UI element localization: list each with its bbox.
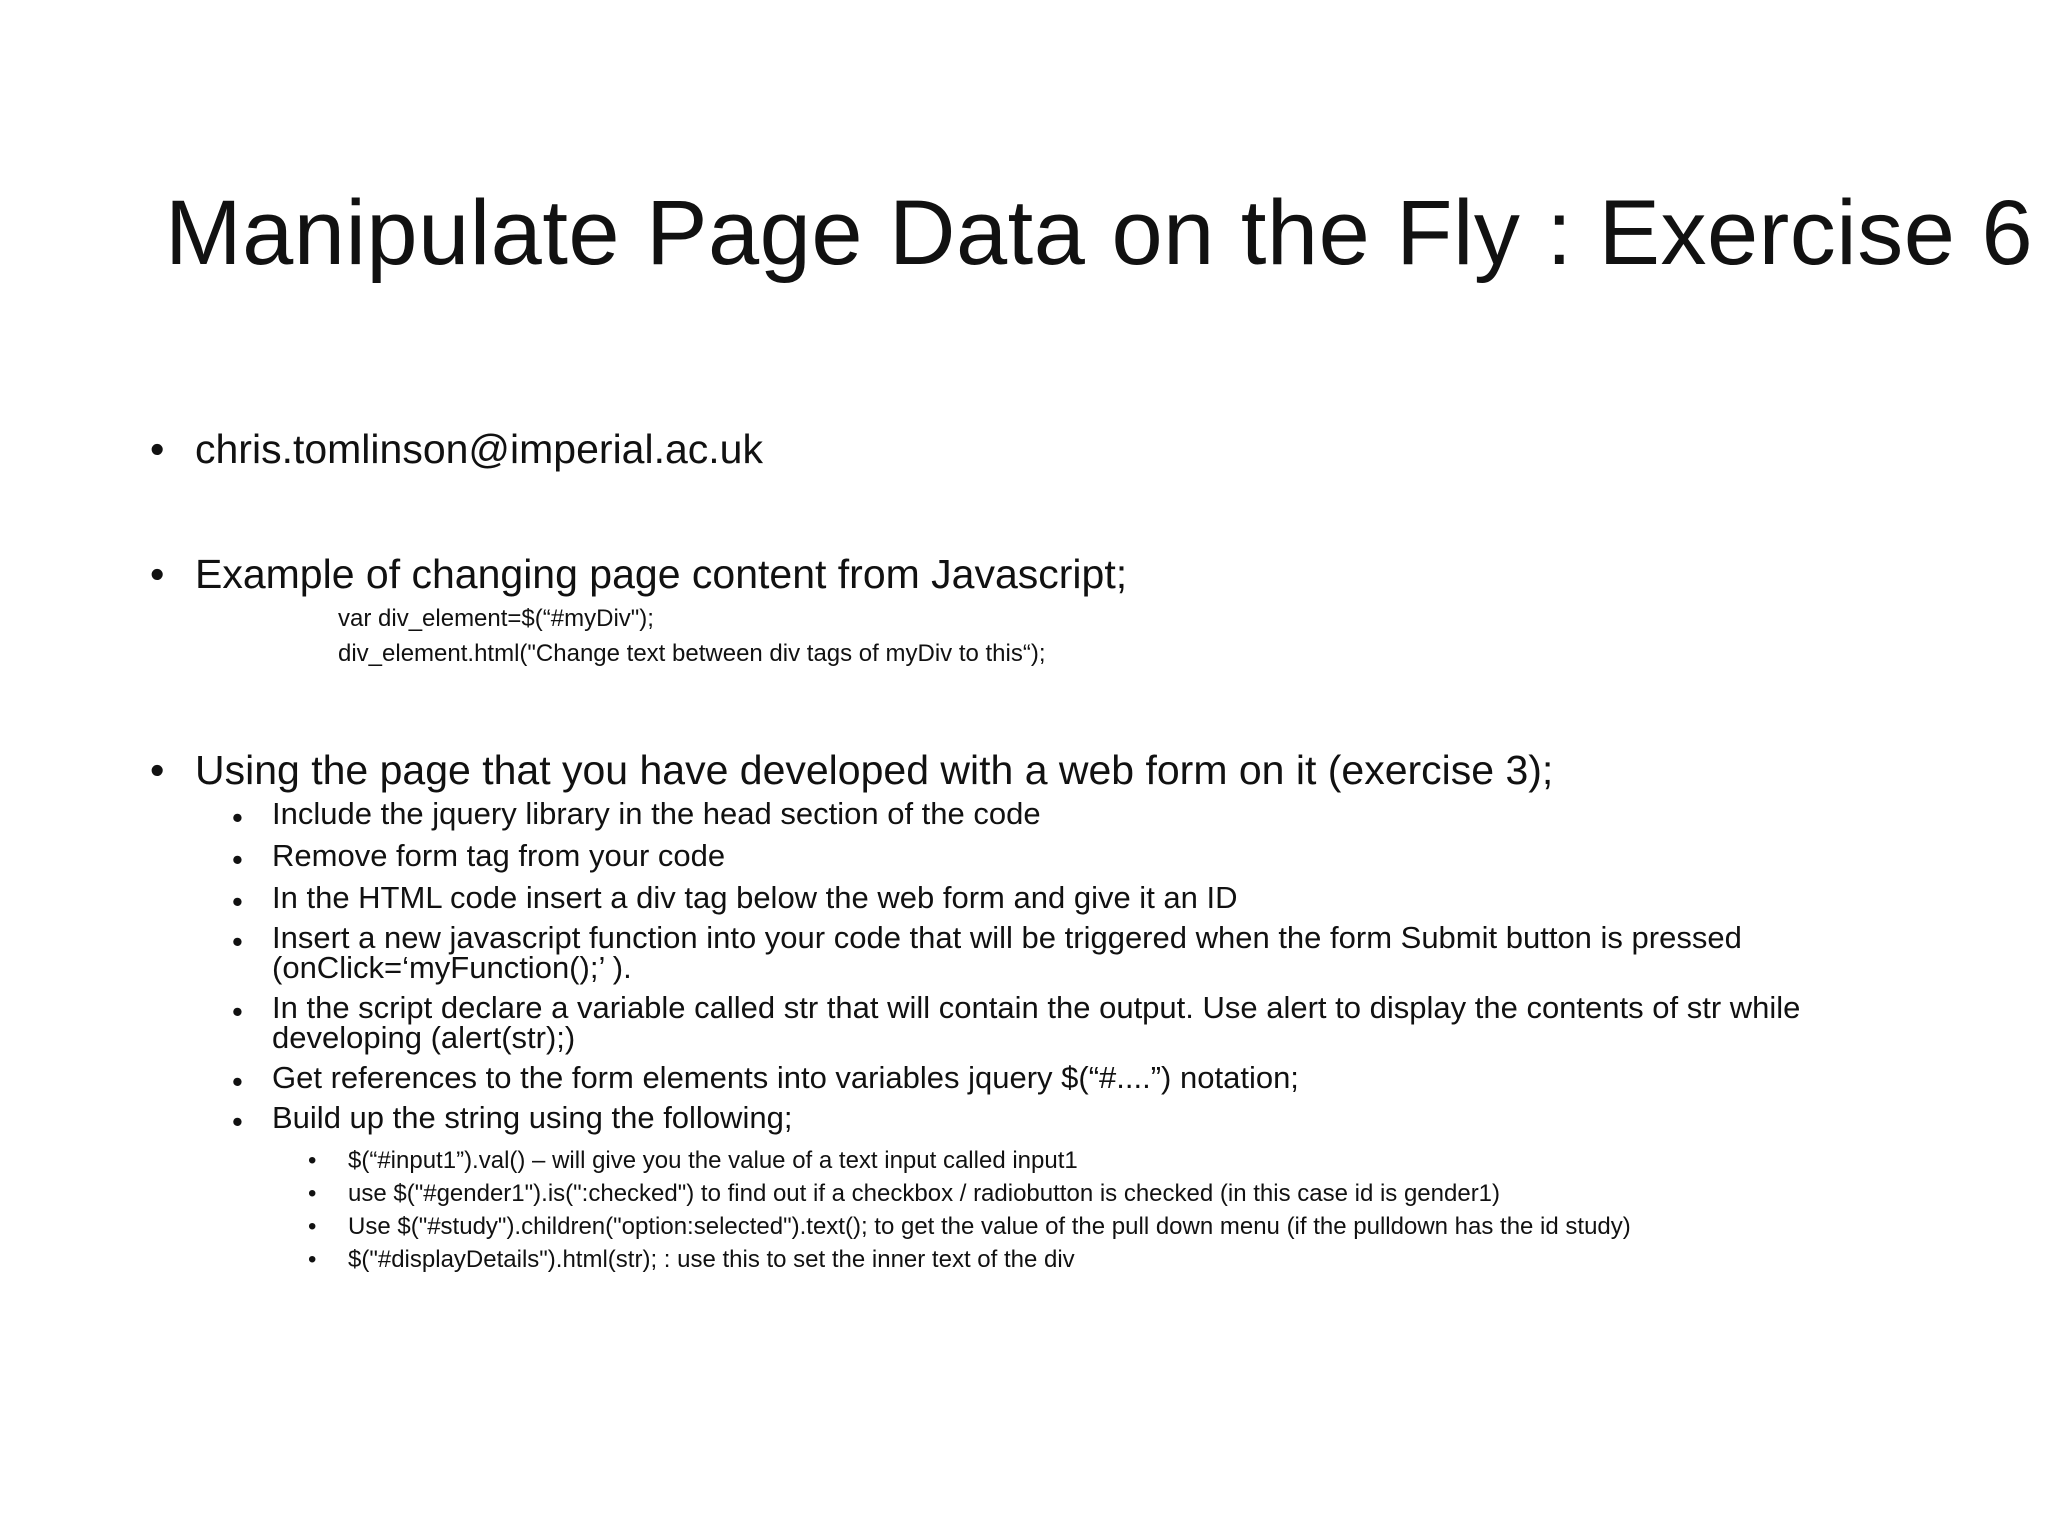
- example-heading: Example of changing page content from Javascript;: [195, 551, 1128, 597]
- exercise-heading: Using the page that you have developed with a web form on it (exercise 3);: [195, 747, 1554, 793]
- bullet-dot: •: [232, 1104, 243, 1139]
- code-line: div_element.html("Change text between div tags of myDiv to this“);: [338, 640, 1046, 667]
- slide-title: Manipulate Page Data on the Fly : Exercise 6: [165, 182, 2034, 284]
- step-item: [232, 990, 1922, 1055]
- bullet-dot: •: [308, 1246, 317, 1273]
- step-item: [232, 796, 1922, 836]
- step-item: [232, 1100, 1922, 1140]
- bullet-exercise: [150, 746, 1553, 794]
- bullet-dot: •: [308, 1147, 317, 1174]
- bullet-dot: •: [308, 1213, 317, 1240]
- step-item: [232, 880, 1922, 920]
- bullet-dot: •: [150, 426, 165, 472]
- sub-step-item: [308, 1211, 1631, 1242]
- step-text: In the script declare a variable called str that will contain the output. Use alert to display the contents of str while developing (alert(str);): [272, 990, 1801, 1055]
- sub-step-item: [308, 1145, 1078, 1176]
- sub-step-text: $(“#input1”).val() – will give you the value of a text input called input1: [348, 1147, 1078, 1174]
- step-item: [232, 920, 1922, 985]
- bullet-example: [150, 550, 1127, 598]
- bullet-dot: •: [150, 551, 165, 597]
- sub-step-text: $("#displayDetails").html(str); : use this to set the inner text of the div: [348, 1246, 1075, 1273]
- sub-step-item: [308, 1244, 1075, 1275]
- step-text: Remove form tag from your code: [272, 838, 726, 873]
- step-text: In the HTML code insert a div tag below the web form and give it an ID: [272, 880, 1238, 915]
- bullet-dot: •: [232, 800, 243, 835]
- step-text: Build up the string using the following;: [272, 1100, 793, 1135]
- bullet-dot: •: [232, 842, 243, 877]
- step-text: Insert a new javascript function into your code that will be triggered when the form Submit button is pressed (onClick=‘myFunction();’ ).: [272, 920, 1742, 985]
- code-line: var div_element=$(“#myDiv");: [338, 605, 654, 632]
- bullet-dot: •: [232, 1064, 243, 1099]
- sub-step-text: use $("#gender1").is(":checked") to find out if a checkbox / radiobutton is checked (in this case id is gender1): [348, 1180, 1501, 1207]
- bullet-email: [150, 425, 763, 473]
- bullet-dot: •: [232, 924, 243, 959]
- step-text: Include the jquery library in the head section of the code: [272, 796, 1041, 831]
- bullet-dot: •: [308, 1180, 317, 1207]
- bullet-dot: •: [150, 747, 165, 793]
- step-text: Get references to the form elements into variables jquery $(“#....”) notation;: [272, 1060, 1299, 1095]
- bullet-dot: •: [232, 884, 243, 919]
- step-item: [232, 838, 1922, 878]
- step-item: [232, 1060, 1922, 1100]
- sub-step-item: [308, 1178, 1500, 1209]
- email-text: chris.tomlinson@imperial.ac.uk: [195, 426, 763, 472]
- bullet-dot: •: [232, 994, 243, 1029]
- sub-step-text: Use $("#study").children("option:selected").text(); to get the value of the pull down menu (if the pulldown has the id study): [348, 1213, 1631, 1240]
